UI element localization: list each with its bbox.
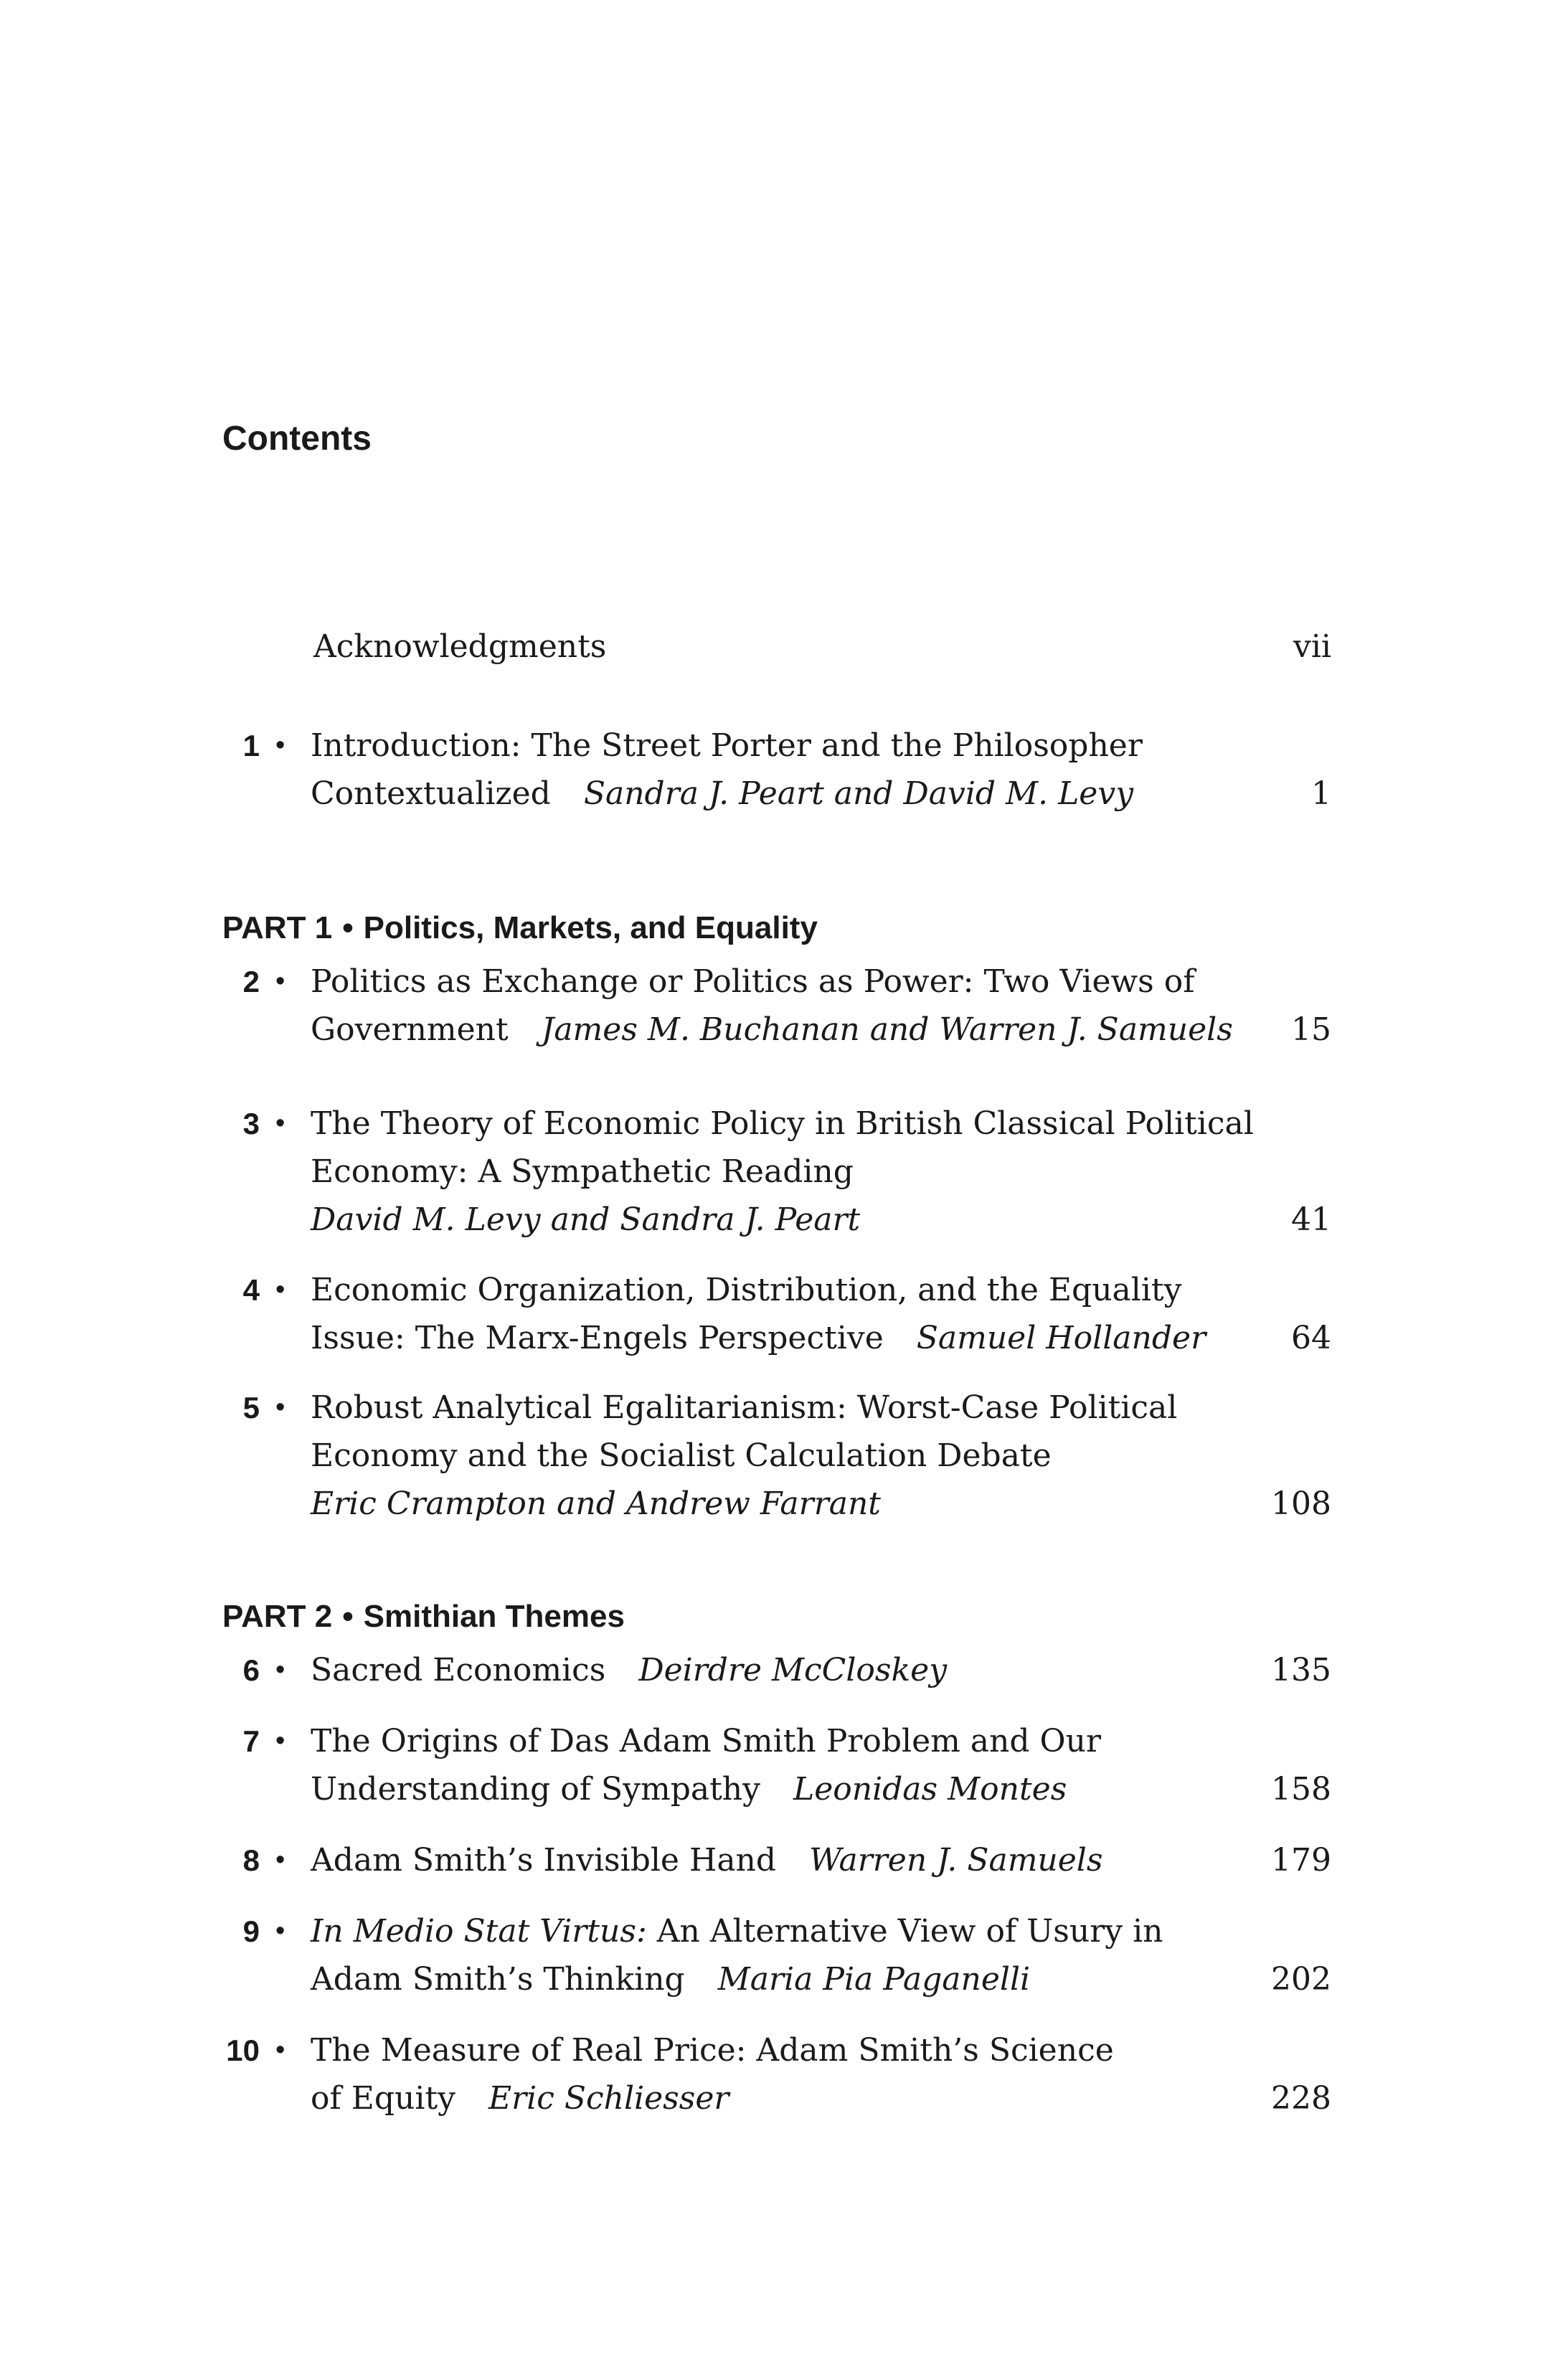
entry-title-line: The Theory of Economic Policy in British Classical Political — [311, 1105, 1254, 1142]
page-number: 135 — [1271, 1652, 1331, 1688]
chapter-number: 2 — [242, 965, 260, 998]
chapter-number: 1 — [242, 729, 260, 762]
part-label: PART 2 — [222, 1599, 333, 1634]
bullet: • — [342, 1599, 354, 1634]
entry-title-line: Adam Smith’s Thinking — [311, 1961, 685, 1998]
entry-author: James M. Buchanan and Warren J. Samuels — [541, 1011, 1233, 1048]
entry-title-line: The Origins of Das Adam Smith Problem and Our — [311, 1723, 1101, 1759]
part-title: Smithian Themes — [363, 1599, 625, 1634]
entry-title-line: of Equity — [311, 2080, 455, 2117]
entry-author: Samuel Hollander — [916, 1320, 1206, 1356]
entry-author: Sandra J. Peart and David M. Levy — [583, 775, 1134, 812]
entry-title-line: Robust Analytical Egalitarianism: Worst-Case Political — [311, 1389, 1178, 1426]
page-number: 202 — [1271, 1961, 1331, 1998]
bullet: • — [275, 966, 285, 996]
entry-author: Deirdre McCloskey — [638, 1652, 948, 1688]
chapter-number: 9 — [242, 1914, 260, 1948]
entry-title-line: Economic Organization, Distribution, and the Equality — [311, 1272, 1182, 1308]
part-2-heading — [222, 1597, 625, 1637]
chapter-number: 3 — [242, 1107, 260, 1140]
page-number: 158 — [1271, 1771, 1331, 1808]
part-title: Politics, Markets, and Equality — [363, 910, 818, 945]
entry-title-line: Issue: The Marx-Engels Perspective — [311, 1320, 884, 1356]
entry-title-line: Understanding of Sympathy — [311, 1771, 760, 1808]
chapter-number: 6 — [242, 1653, 260, 1687]
page-number: 15 — [1291, 1011, 1331, 1048]
bullet: • — [275, 1655, 285, 1685]
entry-author: Eric Crampton and Andrew Farrant — [311, 1485, 881, 1522]
bullet: • — [275, 1916, 285, 1946]
chapter-number: 10 — [226, 2033, 260, 2067]
chapter-number: 4 — [242, 1273, 260, 1307]
entry-title-line: Introduction: The Street Porter and the Philosopher — [311, 727, 1143, 764]
entry-title-line: Politics as Exchange or Politics as Power: Two Views of — [311, 963, 1195, 1000]
page-number: 64 — [1291, 1320, 1331, 1356]
entry-title-line: The Measure of Real Price: Adam Smith’s Science — [311, 2032, 1114, 2069]
page-number: 108 — [1271, 1485, 1331, 1522]
bullet: • — [342, 910, 354, 945]
part-label: PART 1 — [222, 910, 333, 945]
page-number: 41 — [1291, 1201, 1331, 1238]
chapter-number: 8 — [242, 1843, 260, 1877]
entry-title-italic-lead: In Medio Stat Virtus: — [311, 1913, 647, 1950]
bullet: • — [275, 1726, 285, 1756]
entry-title-line: Economy and the Socialist Calculation Debate — [311, 1437, 1052, 1474]
entry-author: Eric Schliesser — [488, 2080, 729, 2117]
page-title: Contents — [222, 420, 372, 458]
page-number: 179 — [1271, 1842, 1331, 1879]
entry-title-line: Government — [311, 1011, 509, 1048]
entry-title: Acknowledgments — [313, 628, 607, 665]
page-number: 228 — [1271, 2080, 1331, 2117]
entry-title-line: Contextualized — [311, 775, 551, 812]
page-number: 1 — [1311, 775, 1331, 812]
bullet: • — [275, 1845, 285, 1875]
chapter-number: 5 — [242, 1391, 260, 1425]
entry-author: Maria Pia Paganelli — [717, 1961, 1031, 1998]
entry-author: David M. Levy and Sandra J. Peart — [311, 1201, 861, 1238]
entry-title-line: Sacred Economics — [311, 1652, 606, 1688]
entry-title-line: Economy: A Sympathetic Reading — [311, 1153, 854, 1190]
part-1-heading — [222, 908, 818, 948]
bullet: • — [275, 730, 285, 760]
entry-title-line: Adam Smith’s Invisible Hand — [311, 1842, 777, 1879]
bullet: • — [275, 2035, 285, 2065]
entry-author: Leonidas Montes — [793, 1771, 1067, 1808]
bullet: • — [275, 1392, 285, 1422]
bullet: • — [275, 1275, 285, 1305]
entry-title-line: An Alternative View of Usury in — [646, 1913, 1163, 1950]
chapter-number: 7 — [242, 1724, 260, 1758]
entry-author: Warren J. Samuels — [809, 1842, 1103, 1879]
bullet: • — [275, 1108, 285, 1138]
page-number: vii — [1293, 628, 1331, 665]
